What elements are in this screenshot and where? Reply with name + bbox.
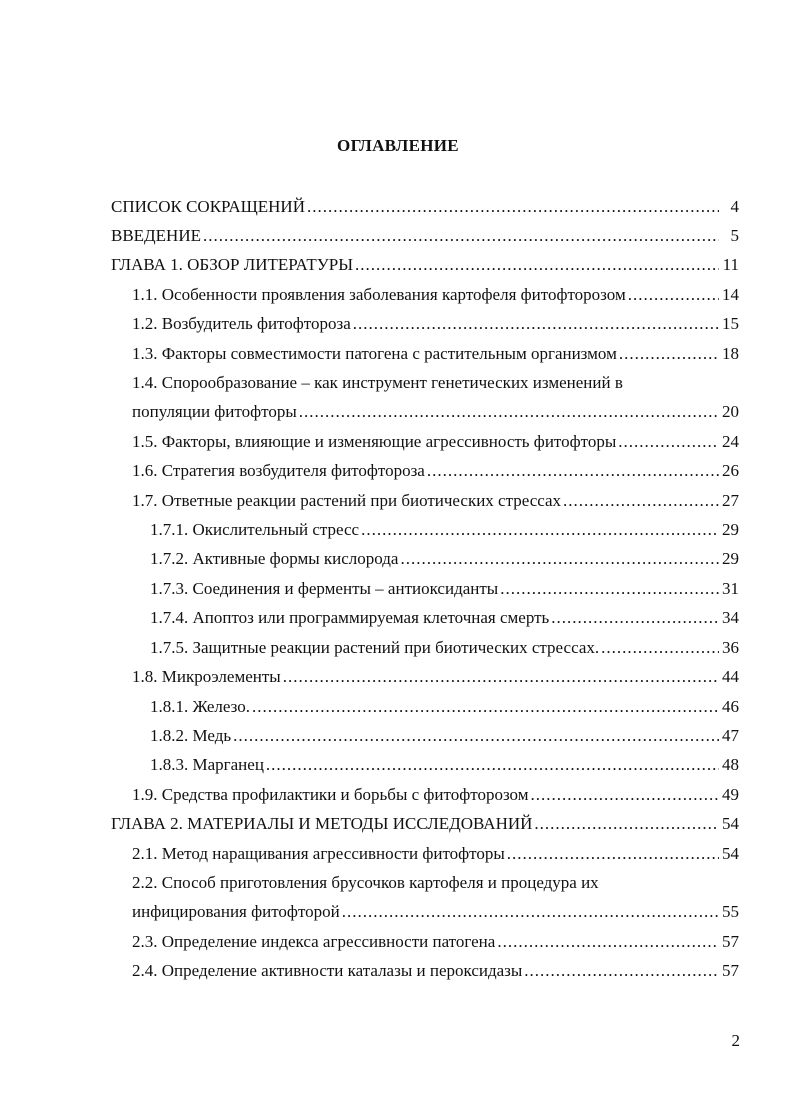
toc-entry-page: 29 — [722, 520, 739, 539]
dot-leader — [507, 839, 719, 868]
dot-leader — [266, 750, 719, 779]
toc-entry-label: 1.1. Особенности проявления заболевания картофеля фитофторозом — [132, 285, 626, 304]
toc-entry-page: 15 — [722, 314, 739, 333]
toc-entry-label: 1.7. Ответные реакции растений при биотических стрессах — [132, 491, 562, 510]
toc-entry-label: 2.2. Способ приготовления брусочков картофеля и процедура их — [132, 873, 599, 892]
toc-entry-page: 57 — [722, 932, 739, 951]
dot-leader — [618, 427, 719, 456]
toc-entry[interactable] — [132, 309, 739, 338]
dot-leader — [353, 309, 719, 338]
dot-leader — [619, 339, 719, 368]
toc-entry-page: 36 — [722, 638, 739, 657]
toc-entry-label: 2.3. Определение индекса агрессивности патогена — [132, 932, 496, 951]
toc-entry[interactable] — [132, 456, 739, 485]
dot-leader — [531, 780, 720, 809]
toc-entry-label: ГЛАВА 1. ОБЗОР ЛИТЕРАТУРЫ — [111, 255, 354, 274]
toc-entry-label: 1.8. Микроэлементы — [132, 667, 281, 686]
toc-entry-page: 5 — [730, 226, 739, 245]
toc-entry[interactable] — [111, 250, 739, 279]
toc-entry[interactable] — [132, 486, 739, 515]
toc-entry-first-line[interactable] — [132, 368, 739, 397]
toc-entry-label: СПИСОК СОКРАЩЕНИЙ — [111, 197, 305, 216]
dot-leader — [355, 250, 719, 279]
toc-entry[interactable] — [132, 780, 739, 809]
toc-entry-label: 1.7.2. Активные формы кислорода — [150, 549, 399, 568]
toc-entry-label: 1.3. Факторы совместимости патогена с растительным организмом — [132, 344, 617, 363]
toc-entry-label: 1.2. Возбудитель фитофтороза — [132, 314, 351, 333]
toc-entry-page: 48 — [722, 755, 739, 774]
toc-entry-label: 1.5. Факторы, влияющие и изменяющие агрессивность фитофторы — [132, 432, 617, 451]
dot-leader — [307, 192, 719, 221]
toc-entry-page: 34 — [722, 608, 739, 627]
toc-entry[interactable] — [132, 397, 739, 426]
toc-entry[interactable] — [132, 662, 739, 691]
toc-entry-page: 54 — [722, 814, 739, 833]
toc-entry-page: 57 — [722, 961, 739, 980]
toc-entry-label: ГЛАВА 2. МАТЕРИАЛЫ И МЕТОДЫ ИССЛЕДОВАНИЙ — [111, 814, 533, 833]
toc-entry-label: 1.8.1. Железо. — [150, 697, 251, 716]
toc-entry[interactable] — [111, 192, 739, 221]
toc-entry-page: 49 — [722, 785, 739, 804]
dot-leader — [497, 927, 719, 956]
dot-leader — [252, 692, 719, 721]
toc-entry-page: 47 — [722, 726, 739, 745]
toc-entry[interactable] — [132, 956, 739, 985]
toc-entry-label: ВВЕДЕНИЕ — [111, 226, 201, 245]
toc-entry[interactable] — [132, 839, 739, 868]
toc-entry-label: 2.4. Определение активности каталазы и пероксидазы — [132, 961, 523, 980]
toc-entry-page: 54 — [722, 844, 739, 863]
toc-entry-label: 1.7.5. Защитные реакции растений при биотических стрессах. — [150, 638, 600, 657]
dot-leader — [342, 897, 719, 926]
dot-leader — [361, 515, 719, 544]
toc-entry[interactable] — [132, 927, 739, 956]
dot-leader — [233, 721, 719, 750]
toc-entry-label: 1.7.3. Соединения и ферменты – антиоксиданты — [150, 579, 499, 598]
toc-entry-first-line[interactable] — [132, 868, 739, 897]
dot-leader — [299, 397, 719, 426]
toc-entry[interactable] — [150, 750, 739, 779]
dot-leader — [500, 574, 719, 603]
toc-entry[interactable] — [111, 809, 739, 838]
page-title: ОГЛАВЛЕНИЕ — [337, 136, 459, 155]
toc-entry[interactable] — [150, 721, 739, 750]
toc-entry-page: 31 — [722, 579, 739, 598]
toc-entry-page: 4 — [730, 197, 739, 216]
toc-entry-page: 46 — [722, 697, 739, 716]
dot-leader — [203, 221, 719, 250]
dot-leader — [551, 603, 719, 632]
toc-entry-label: 1.4. Спорообразование – как инструмент генетических изменений в — [132, 373, 623, 392]
dot-leader — [400, 544, 719, 573]
toc-entry-page: 11 — [722, 255, 739, 274]
toc-entry-label: 1.9. Средства профилактики и борьбы с фитофторозом — [132, 785, 529, 804]
toc-entry[interactable] — [150, 633, 739, 662]
toc-entry[interactable] — [150, 603, 739, 632]
page-number: 2 — [731, 1031, 740, 1050]
toc-entry-label: 1.8.2. Медь — [150, 726, 232, 745]
toc-entry-label: 2.1. Метод наращивания агрессивности фитофторы — [132, 844, 505, 863]
dot-leader — [563, 486, 719, 515]
dot-leader — [628, 280, 719, 309]
toc-entry[interactable] — [150, 515, 739, 544]
dot-leader — [283, 662, 719, 691]
toc-entry[interactable] — [132, 427, 739, 456]
toc-entry-label: 1.7.4. Апоптоз или программируемая клеточная смерть — [150, 608, 550, 627]
toc-entry[interactable] — [150, 574, 739, 603]
toc-entry-label: популяции фитофторы — [132, 402, 297, 421]
toc-entry-label: инфицирования фитофторой — [132, 902, 340, 921]
toc-entry[interactable] — [150, 544, 739, 573]
dot-leader — [524, 956, 719, 985]
toc-entry-page: 44 — [722, 667, 739, 686]
toc-entry-page: 14 — [722, 285, 739, 304]
toc-entry-page: 20 — [722, 402, 739, 421]
toc-entry[interactable] — [132, 339, 739, 368]
dot-leader — [534, 809, 719, 838]
toc-entry-page: 26 — [722, 461, 739, 480]
toc-entry[interactable] — [132, 897, 739, 926]
toc-entry-page: 29 — [722, 549, 739, 568]
toc-entry[interactable] — [150, 692, 739, 721]
toc-entry[interactable] — [111, 221, 739, 250]
toc-entry-label: 1.6. Стратегия возбудителя фитофтороза — [132, 461, 425, 480]
toc-entry-label: 1.8.3. Марганец — [150, 755, 264, 774]
toc-entry-label: 1.7.1. Окислительный стресс — [150, 520, 360, 539]
toc-entry-page: 24 — [722, 432, 739, 451]
toc-entry-page: 18 — [722, 344, 739, 363]
toc-entry[interactable] — [132, 280, 739, 309]
toc-entry-page: 27 — [722, 491, 739, 510]
dot-leader — [427, 456, 719, 485]
dot-leader — [601, 633, 719, 662]
toc-entry-page: 55 — [722, 902, 739, 921]
